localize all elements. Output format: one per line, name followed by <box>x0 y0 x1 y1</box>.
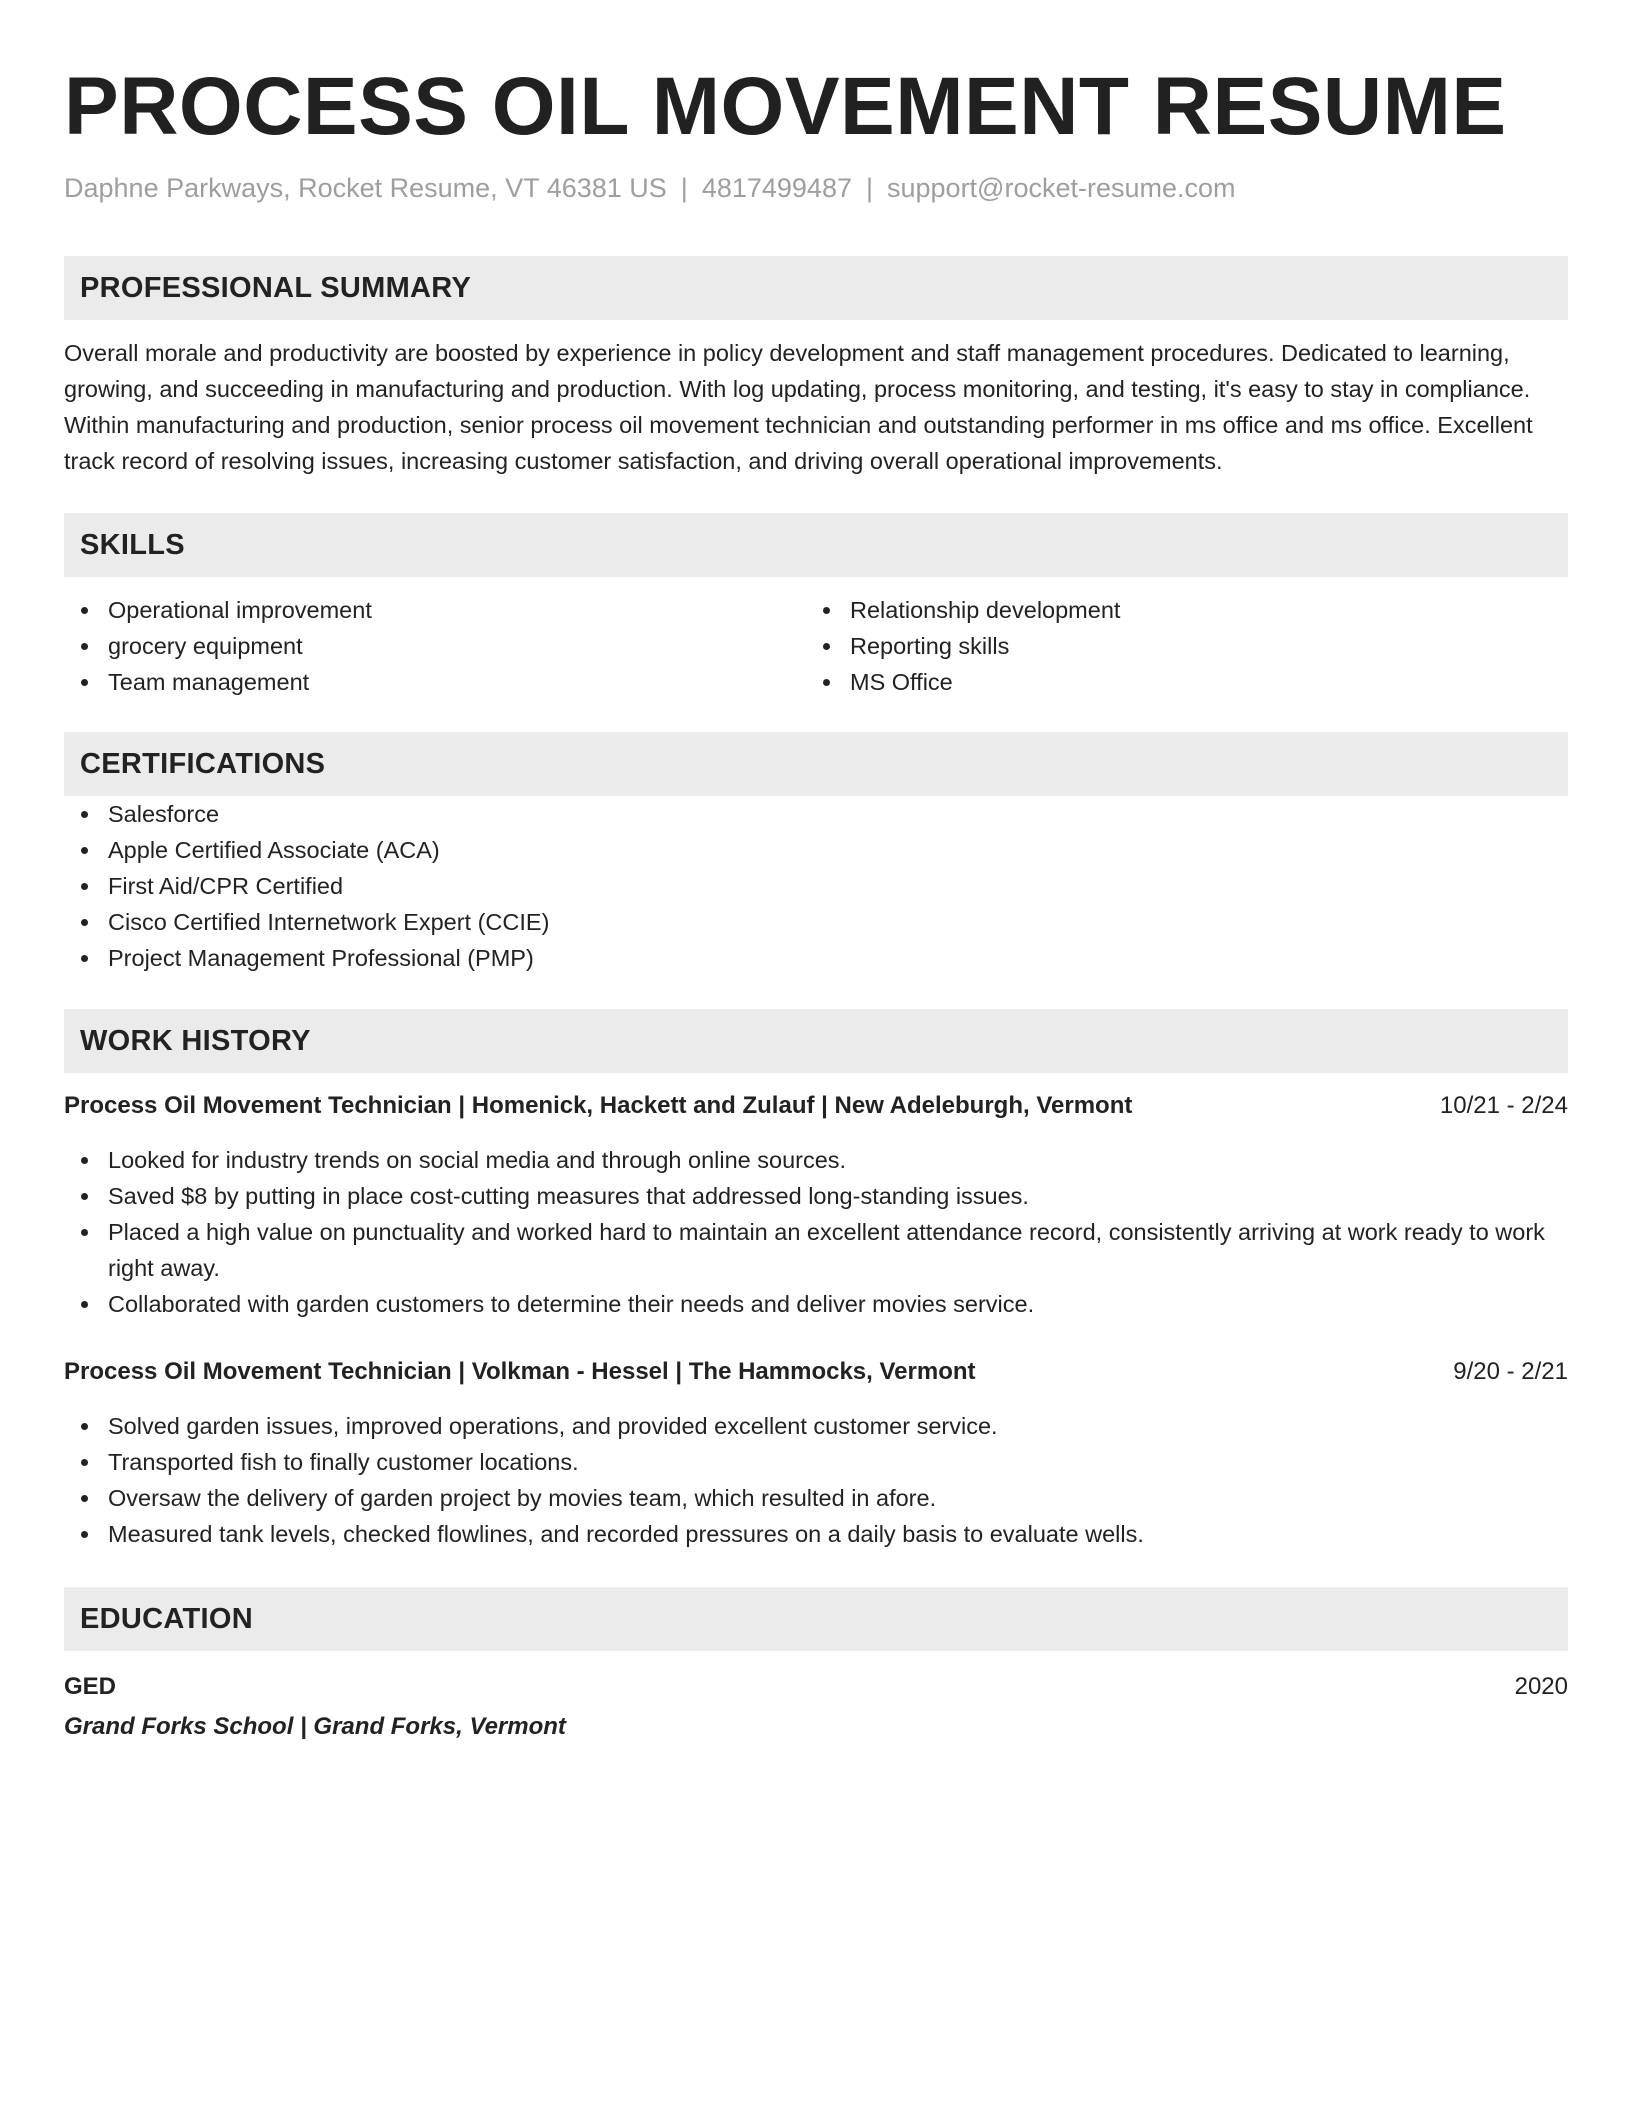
skill-item: Reporting skills <box>806 628 1548 664</box>
contact-separator: | <box>865 173 873 203</box>
resume-title: PROCESS OIL MOVEMENT RESUME <box>64 61 1507 152</box>
contact-separator: | <box>680 173 688 203</box>
skill-item: MS Office <box>806 664 1548 700</box>
section-header-certifications: CERTIFICATIONS <box>64 732 1568 796</box>
skill-item: Team management <box>64 664 806 700</box>
job-bullet: Looked for industry trends on social media and through online sources. <box>64 1142 1568 1178</box>
job-bullet: Oversaw the delivery of garden project by movies team, which resulted in afore. <box>64 1480 1568 1516</box>
resume-page <box>64 60 1568 1745</box>
certification-item: Project Management Professional (PMP) <box>64 940 1568 976</box>
contact-email: support@rocket-resume.com <box>887 173 1236 203</box>
job-dates: 10/21 - 2/24 <box>1439 1092 1568 1119</box>
job-header <box>64 1354 1568 1390</box>
job-dates: 9/20 - 2/21 <box>1453 1358 1568 1385</box>
section-header-summary: PROFESSIONAL SUMMARY <box>64 256 1568 320</box>
job-bullets <box>64 1408 1568 1552</box>
job-title: Process Oil Movement Technician | Volkman - Hessel | The Hammocks, Vermont <box>64 1358 976 1385</box>
skills-column-left <box>64 592 806 700</box>
certification-item: Salesforce <box>64 796 1568 832</box>
certifications-list <box>64 796 1568 976</box>
section-header-work-history: WORK HISTORY <box>64 1009 1568 1073</box>
job-bullet: Placed a high value on punctuality and worked hard to maintain an excellent attendance record, consistently arriving at work ready to work right away. <box>64 1214 1568 1286</box>
skills-column-right <box>806 592 1548 700</box>
education-school: Grand Forks School | Grand Forks, Vermont <box>64 1713 566 1740</box>
certification-item: Apple Certified Associate (ACA) <box>64 832 1568 868</box>
education-degree: GED <box>64 1673 117 1700</box>
education-year: 2020 <box>1514 1673 1568 1700</box>
contact-line <box>64 170 1568 206</box>
section-header-skills: SKILLS <box>64 513 1568 577</box>
skills-grid <box>64 592 1568 700</box>
certification-item: Cisco Certified Internetwork Expert (CCIE) <box>64 904 1568 940</box>
education-header <box>64 1669 1568 1705</box>
job-title: Process Oil Movement Technician | Homenick, Hackett and Zulauf | New Adeleburgh, Vermont <box>64 1092 1133 1119</box>
job-bullet: Measured tank levels, checked flowlines, and recorded pressures on a daily basis to evaluate wells. <box>64 1516 1568 1552</box>
job-entry <box>64 1354 1568 1552</box>
education-entry <box>64 1669 1568 1745</box>
job-bullet: Collaborated with garden customers to determine their needs and deliver movies service. <box>64 1286 1568 1322</box>
job-entry <box>64 1088 1568 1322</box>
job-bullets <box>64 1142 1568 1322</box>
contact-phone: 4817499487 <box>701 173 852 203</box>
job-header <box>64 1088 1568 1124</box>
job-bullet: Transported fish to finally customer locations. <box>64 1444 1568 1480</box>
contact-address: Daphne Parkways, Rocket Resume, VT 46381 US <box>64 173 667 203</box>
certification-item: First Aid/CPR Certified <box>64 868 1568 904</box>
job-bullet: Solved garden issues, improved operations, and provided excellent customer service. <box>64 1408 1568 1444</box>
summary-text: Overall morale and productivity are boosted by experience in policy development and staff management procedures. Dedicated to learning, growing, and succeeding in manufacturing and production. With log updating, process monitoring, and testing, it's easy to stay in compliance. Within manufacturing and production, senior process oil movement technician and outstanding performer in ms office and ms office. Excellent track record of resolving issues, increasing customer satisfaction, and driving overall operational improvements. <box>64 340 1533 474</box>
skill-item: Relationship development <box>806 592 1548 628</box>
job-bullet: Saved $8 by putting in place cost-cutting measures that addressed long-standing issues. <box>64 1178 1568 1214</box>
skill-item: Operational improvement <box>64 592 806 628</box>
section-header-education: EDUCATION <box>64 1587 1568 1651</box>
skill-item: grocery equipment <box>64 628 806 664</box>
